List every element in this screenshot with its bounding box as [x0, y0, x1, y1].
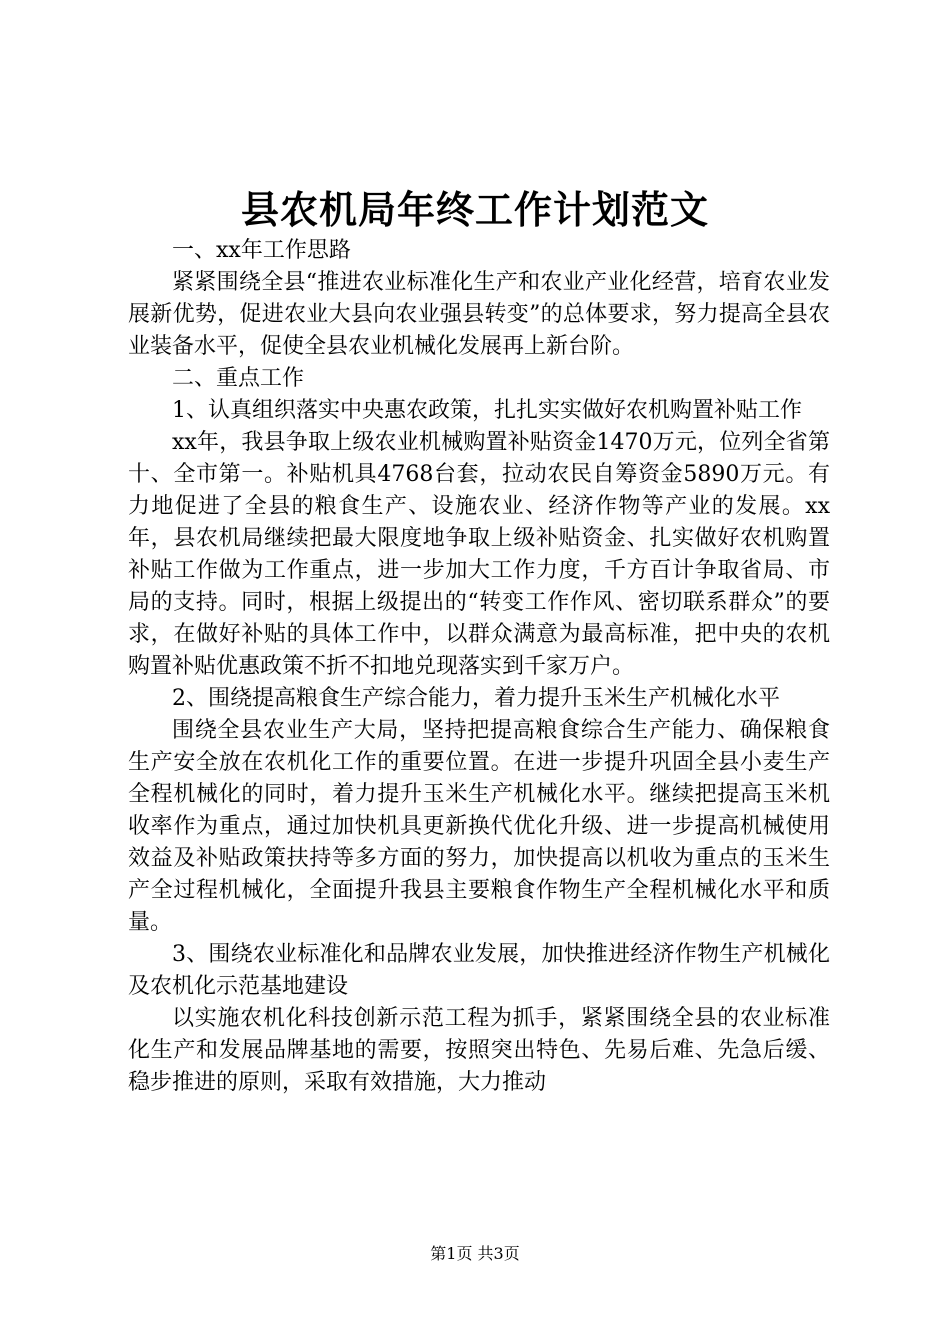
section-heading-key-work: 二、重点工作: [172, 366, 305, 391]
paragraph-ideas: 紧紧围绕全县“推进农业标准化生产和农业产业化经营，培育农业发展新优势，促进农业大县向农业强县转变”的总体要求，努力提高全县农业装备水平，促使全县农业机械化发展再上新台阶。: [128, 270, 830, 359]
subheading-item-1: 1、认真组织落实中央惠农政策，扎扎实实做好农机购置补贴工作: [172, 398, 802, 423]
section-heading-ideas: 一、xx年工作思路: [172, 238, 351, 263]
subheading-item-2: 2、围绕提高粮食生产综合能力，着力提升玉米生产机械化水平: [172, 686, 780, 711]
subheading-item-3: 3、围绕农业标准化和品牌农业发展，加快推进经济作物生产机械化及农机化示范基地建设: [128, 942, 830, 999]
document-title: 县农机局年终工作计划范文: [240, 187, 709, 232]
paragraph-item-2: 围绕全县农业生产大局，坚持把提高粮食综合生产能力、确保粮食生产安全放在农机化工作的重要位置。在进一步提升巩固全县小麦生产全程机械化的同时，着力提升玉米生产机械化水平。继续把提高玉米机收率作为重点，通过加快机具更新换代优化升级、进一步提高机械使用效益及补贴政策扶持等多方面的努力，加快提高以机收为重点的玉米生产全过程机械化，全面提升我县主要粮食作物生产全程机械化水平和质量。: [128, 718, 830, 935]
paragraph-item-3: 以实施农机化科技创新示范工程为抓手，紧紧围绕全县的农业标准化生产和发展品牌基地的需要，按照突出特色、先易后难、先急后缓、稳步推进的原则，采取有效措施，大力推动: [128, 1006, 830, 1095]
paragraph-item-1: xx年，我县争取上级农业机械购置补贴资金1470万元，位列全省第十、全市第一。补贴机具4768台套，拉动农民自筹资金5890万元。有力地促进了全县的粮食生产、设施农业、经济作物等产业的发展。xx年，县农机局继续把最大限度地争取上级补贴资金、扎实做好农机购置补贴工作做为工作重点，进一步加大工作力度，千方百计争取省局、市局的支持。同时，根据上级提出的“转变工作作风、密切联系群众”的要求，在做好补贴的具体工作中，以群众满意为最高标准，把中央的农机购置补贴优惠政策不折不扣地兑现落实到千家万户。: [128, 430, 830, 679]
document-body: [128, 235, 830, 1099]
page-footer: 第1页 共3页: [430, 1244, 520, 1263]
